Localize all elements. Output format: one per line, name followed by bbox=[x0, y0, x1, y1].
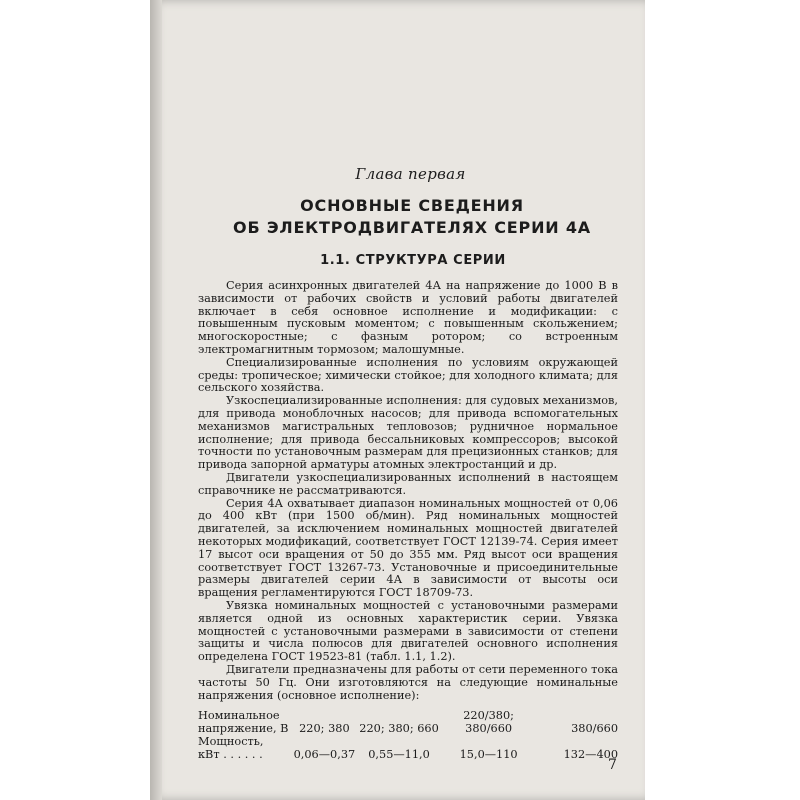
paragraph: Увязка номинальных мощностей с установочными размерами является одной из основных характеристик серии. Увязка мощностей с установочными размерами в зависимости от степени защиты и числа полюсов для двигателей основного исполнения определена ГОСТ 19523-81 (табл. 1.1, 1.2). bbox=[198, 598, 618, 664]
voltage-power-table bbox=[198, 710, 618, 761]
row-label bbox=[198, 710, 290, 736]
table-cell: 220; 380; 660 bbox=[359, 722, 439, 736]
row-label-line: Мощность, bbox=[198, 734, 264, 748]
chapter-title-line-1: ОСНОВНЫЕ СВЕДЕНИЯ bbox=[300, 196, 524, 215]
chapter-title-line-2: ОБ ЭЛЕКТРОДВИГАТЕЛЯХ СЕРИИ 4А bbox=[233, 218, 591, 237]
chapter-title bbox=[206, 195, 618, 239]
page-binding-shadow bbox=[150, 0, 162, 800]
table-cell: 220/380; 380/660 bbox=[463, 709, 514, 736]
row-label-line: кВт . . . . . . bbox=[198, 747, 263, 761]
row-label-line: Номинальное bbox=[198, 709, 280, 723]
table-row-voltage bbox=[198, 710, 618, 736]
row-label bbox=[198, 736, 290, 762]
paragraph: Узкоспециализированные исполнения: для судовых механизмов, для привода моноблочных насосов; для привода вспомогательных механизмов магистральных тепловозов; рудничное нормальное исполнение; для привода бессальниковых компрессоров; высокой точности по установочным размерам для прецизионных станков; для привода запорной арматуры атомных электростанций и др. bbox=[198, 394, 618, 472]
table-cell: 0,06—0,37 bbox=[293, 747, 356, 761]
table-cell: 15,0—110 bbox=[459, 747, 518, 761]
chapter-label: Глава первая bbox=[355, 165, 466, 183]
paragraph: Специализированные исполнения по условиям окружающей среды: тропическое; химически стойкое; для холодного климата; для сельского хозяйства. bbox=[198, 355, 618, 395]
table-cell: 132—400 bbox=[563, 747, 619, 761]
page-number: 7 bbox=[608, 757, 617, 773]
paragraph: Серия 4А охватывает диапазон номинальных мощностей от 0,06 до 400 кВт (при 1500 об/мин). Ряд номинальных мощностей двигателей, за исключением номинальных мощностей двигателей некоторых модификаций, соответствует ГОСТ 12139-74. Серия имеет 17 высот оси вращения от 50 до 355 мм. Ряд высот оси вращения соответствует ГОСТ 13267-73. Установочные и присоединительные размеры двигателей серии 4А в зависимости от высоты оси вращения регламентируются ГОСТ 18709-73. bbox=[198, 496, 618, 600]
table-cell: 380/660 bbox=[571, 722, 619, 736]
paragraph: Двигатели узкоспециализированных исполнений в настоящем справочнике не рассматриваются. bbox=[198, 470, 618, 497]
paragraph: Двигатели предназначены для работы от сети переменного тока частоты 50 Гц. Они изготовляются на следующие номинальные напряжения (основное исполнение): bbox=[198, 662, 618, 702]
page-content bbox=[198, 165, 618, 761]
table-cell: 220; 380 bbox=[299, 722, 350, 736]
table-row-power bbox=[198, 736, 618, 762]
paragraph: Серия асинхронных двигателей 4А на напряжение до 1000 В в зависимости от рабочих свойств и условий работы двигателей включает в себя основное исполнение и модификации: с повышенным пусковым моментом; с повышенным скольжением; многоскоростные; с фазным ротором; со встроенным электромагнитным тормозом; малошумные. bbox=[198, 279, 618, 356]
row-label-line: напряжение, В bbox=[198, 722, 289, 736]
section-heading: 1.1. СТРУКТУРА СЕРИИ bbox=[320, 253, 506, 268]
table-cell: 0,55—11,0 bbox=[368, 747, 430, 761]
